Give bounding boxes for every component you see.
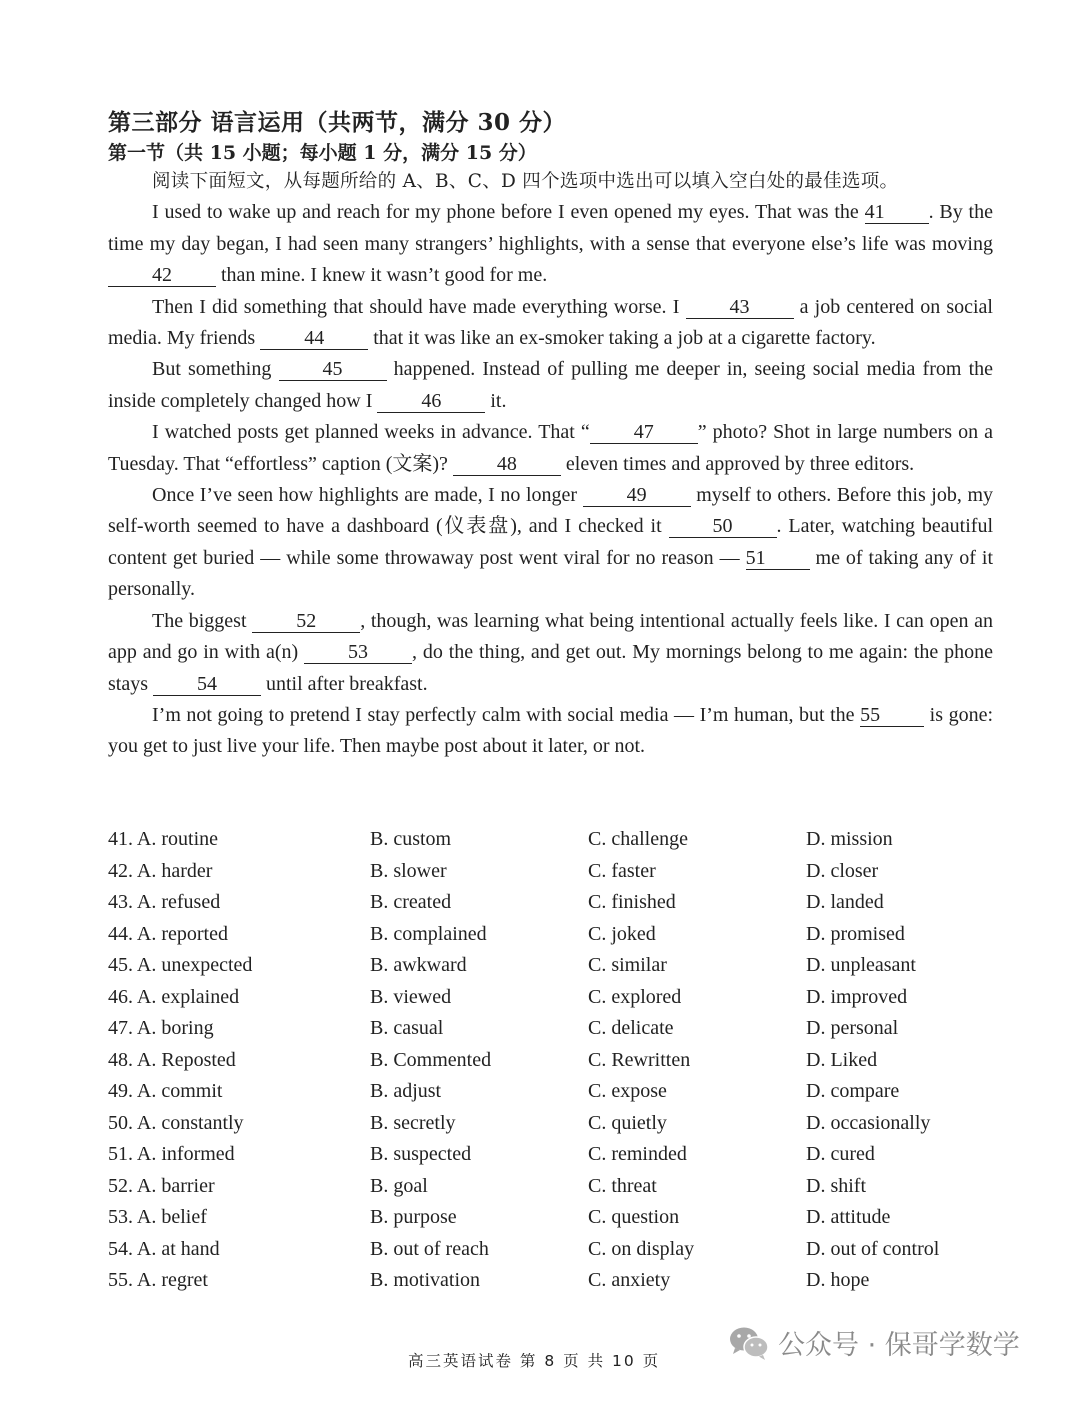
blank-47: 47 — [590, 421, 698, 444]
option-c: C. Rewritten — [588, 1048, 691, 1071]
option-b: B. adjust — [370, 1080, 442, 1102]
passage-text: eleven times and approved by three editors. — [560, 452, 915, 475]
paragraph — [108, 700, 993, 763]
option-row — [108, 982, 1008, 1014]
question-number: 42. — [108, 859, 133, 882]
option-c: C. finished — [588, 891, 676, 913]
option-b: B. casual — [370, 1017, 444, 1039]
option-b: B. viewed — [370, 985, 452, 1008]
passage-text: happened. Instead of pulling me deeper in, seeing social media from the inside completely changed how I — [108, 358, 993, 412]
watermark-text: 公众号 · 保哥学数学 — [778, 1330, 1020, 1361]
question-number: 41. — [108, 828, 133, 850]
option-a — [108, 1171, 215, 1203]
passage-text: But something — [152, 358, 279, 381]
passage-text: that it was like an ex-smoker taking a job at a cigarette factory. — [368, 327, 876, 350]
question-number: 47. — [108, 1017, 133, 1039]
option-d: D. personal — [806, 1017, 899, 1039]
option-text: A. unexpected — [136, 954, 253, 976]
option-row — [108, 1013, 1008, 1045]
blank-52: 52 — [252, 610, 360, 633]
option-c: C. quietly — [588, 1111, 667, 1134]
option-d: D. hope — [806, 1269, 870, 1291]
watermark — [728, 1323, 1020, 1362]
question-number: 51. — [108, 1143, 133, 1165]
question-number: 48. — [108, 1048, 133, 1071]
option-row — [108, 1234, 1008, 1266]
passage-text: I used to wake up and reach for my phone before I even opened my eyes. That was the — [152, 201, 865, 224]
option-row — [108, 824, 1008, 856]
paragraph — [108, 354, 993, 417]
option-c: C. on display — [588, 1237, 695, 1260]
option-c: C. similar — [588, 954, 667, 976]
option-c: C. reminded — [588, 1143, 687, 1165]
passage-text: , do the thing, and get out. My mornings belong to me again: the phone stays — [108, 641, 993, 695]
blank-49: 49 — [583, 484, 691, 507]
option-row — [108, 1076, 1008, 1108]
passage-text: is gone: you get to just live your life. Then maybe post about it later, or not. — [108, 703, 994, 758]
question-number: 46. — [108, 985, 133, 1008]
option-d: D. cured — [806, 1143, 875, 1165]
blank-48: 48 — [453, 453, 561, 476]
option-c: C. challenge — [588, 828, 688, 850]
paragraph — [108, 197, 993, 291]
blank-53: 53 — [304, 641, 412, 664]
question-number: 50. — [108, 1111, 133, 1134]
option-a — [108, 1202, 207, 1234]
option-row — [108, 856, 1008, 888]
option-d: D. unpleasant — [806, 954, 916, 976]
option-row — [108, 1202, 1008, 1234]
option-text: A. constantly — [136, 1111, 244, 1134]
option-d: D. promised — [806, 922, 905, 945]
option-b: B. Commented — [370, 1048, 492, 1071]
option-row — [108, 1171, 1008, 1203]
subsection-title: 第一节（共 15 小题；每小题 1 分，满分 15 分） — [108, 142, 537, 164]
passage-text: until after breakfast. — [261, 672, 428, 695]
option-row — [108, 887, 1008, 919]
option-row — [108, 1139, 1008, 1171]
option-b: B. secretly — [370, 1111, 456, 1134]
option-d: D. attitude — [806, 1206, 891, 1228]
option-d: D. occasionally — [806, 1111, 931, 1134]
blank-55: 55 — [860, 704, 924, 727]
blank-42: 42 — [108, 264, 216, 287]
option-row — [108, 1108, 1008, 1140]
option-text: A. harder — [136, 859, 213, 882]
question-number: 49. — [108, 1080, 133, 1102]
option-d: D. landed — [806, 891, 884, 913]
option-text: A. explained — [136, 985, 240, 1008]
instruction: 阅读下面短文，从每题所给的 A、B、C、D 四个选项中选出可以填入空白处的最佳选项。 — [152, 171, 899, 192]
passage-text: me of taking any of it personally. — [108, 546, 994, 601]
question-number: 45. — [108, 954, 133, 976]
option-c: C. delicate — [588, 1017, 674, 1039]
option-a — [108, 1013, 214, 1045]
option-b: B. slower — [370, 859, 447, 882]
option-b: B. created — [370, 891, 452, 913]
option-d: D. shift — [806, 1174, 866, 1197]
option-c: C. faster — [588, 859, 656, 882]
option-row — [108, 1265, 1008, 1297]
option-a — [108, 1139, 235, 1171]
option-d: D. out of control — [806, 1237, 940, 1260]
option-c: C. joked — [588, 922, 656, 945]
option-c: C. question — [588, 1206, 680, 1228]
option-text: A. barrier — [136, 1174, 215, 1197]
option-d: D. compare — [806, 1080, 900, 1102]
passage-text: it. — [485, 389, 507, 412]
wechat-icon — [728, 1325, 770, 1361]
question-number: 54. — [108, 1237, 133, 1260]
option-b: B. complained — [370, 922, 487, 945]
option-text: A. boring — [136, 1017, 214, 1039]
option-c: C. expose — [588, 1080, 667, 1102]
option-c: C. threat — [588, 1174, 657, 1197]
option-a — [108, 887, 220, 919]
option-a — [108, 982, 239, 1014]
options-list — [108, 824, 1008, 1297]
option-b: B. suspected — [370, 1143, 472, 1165]
option-d: D. closer — [806, 859, 879, 882]
option-text: A. commit — [136, 1080, 223, 1102]
option-d: D. improved — [806, 985, 908, 1008]
option-b: B. awkward — [370, 954, 467, 976]
blank-50: 50 — [669, 515, 777, 538]
option-a — [108, 1045, 236, 1077]
blank-54: 54 — [153, 673, 261, 696]
option-a — [108, 1234, 220, 1266]
passage-text: I’m not going to pretend I stay perfectly calm with social media — I’m human, but the — [152, 703, 861, 726]
option-text: A. at hand — [136, 1237, 220, 1260]
paragraph — [108, 480, 993, 606]
passage-text: I watched posts get planned weeks in advance. That “ — [152, 421, 590, 444]
option-text: A. belief — [136, 1206, 207, 1228]
option-a — [108, 1076, 222, 1108]
option-d: D. Liked — [806, 1048, 878, 1071]
option-a — [108, 919, 228, 951]
option-b: B. custom — [370, 828, 452, 850]
passage-text: . By the time my day began, I had seen many strangers’ highlights, with a sense that everyone else’s life was moving — [108, 201, 993, 255]
option-c: C. explored — [588, 985, 682, 1008]
question-number: 55. — [108, 1269, 133, 1291]
paragraph — [108, 417, 993, 480]
question-number: 43. — [108, 891, 133, 913]
blank-43: 43 — [686, 296, 794, 319]
option-text: A. refused — [136, 891, 221, 913]
question-number: 44. — [108, 922, 133, 945]
passage-text: The biggest — [152, 609, 253, 632]
option-a — [108, 824, 218, 856]
option-text: A. routine — [136, 828, 218, 850]
option-row — [108, 950, 1008, 982]
passage — [108, 166, 993, 763]
option-a — [108, 1265, 208, 1297]
option-b: B. motivation — [370, 1269, 480, 1291]
question-number: 53. — [108, 1206, 133, 1228]
paragraph — [108, 292, 993, 355]
option-a — [108, 1108, 244, 1140]
question-number: 52. — [108, 1174, 133, 1197]
option-b: B. out of reach — [370, 1237, 489, 1260]
passage-text: , though, was learning what being intentional actually feels like. I can open an app and go in with a(n) — [108, 609, 993, 664]
option-text: A. regret — [136, 1269, 208, 1291]
option-d: D. mission — [806, 828, 893, 850]
section-title: 第三部分 语言运用（共两节，满分 30 分） — [108, 109, 567, 136]
blank-51: 51 — [746, 547, 810, 570]
blank-46: 46 — [377, 390, 485, 413]
page-footer: 高三英语试卷 第 8 页 共 10 页 — [408, 1352, 661, 1370]
option-a — [108, 856, 212, 888]
option-text: A. informed — [136, 1143, 235, 1165]
option-text: A. reported — [136, 922, 228, 945]
passage-text: ” photo? Shot in large numbers on a Tuesday. That “effortless” caption (文案)? — [108, 421, 993, 475]
passage-text: a job centered on social media. My friends — [108, 295, 993, 350]
blank-41: 41 — [865, 201, 929, 224]
option-c: C. anxiety — [588, 1269, 671, 1291]
blank-44: 44 — [260, 327, 368, 350]
passage-text: myself to others. Before this job, my self-worth seemed to have a dashboard (仪表盘), and I checked it — [108, 484, 993, 538]
passage-text: than mine. I knew it wasn’t good for me. — [216, 264, 548, 287]
passage-text: Once I’ve seen how highlights are made, I no longer — [152, 484, 583, 507]
option-a — [108, 950, 252, 982]
option-text: A. Reposted — [136, 1048, 236, 1071]
passage-text: . Later, watching beautiful content get buried — while some throwaway post went viral for no reason — — [108, 515, 994, 569]
option-row — [108, 919, 1008, 951]
paragraph — [108, 606, 993, 700]
blank-45: 45 — [279, 358, 387, 381]
option-b: B. purpose — [370, 1206, 457, 1228]
option-row — [108, 1045, 1008, 1077]
passage-text: Then I did something that should have made everything worse. I — [152, 295, 686, 318]
option-b: B. goal — [370, 1174, 428, 1197]
